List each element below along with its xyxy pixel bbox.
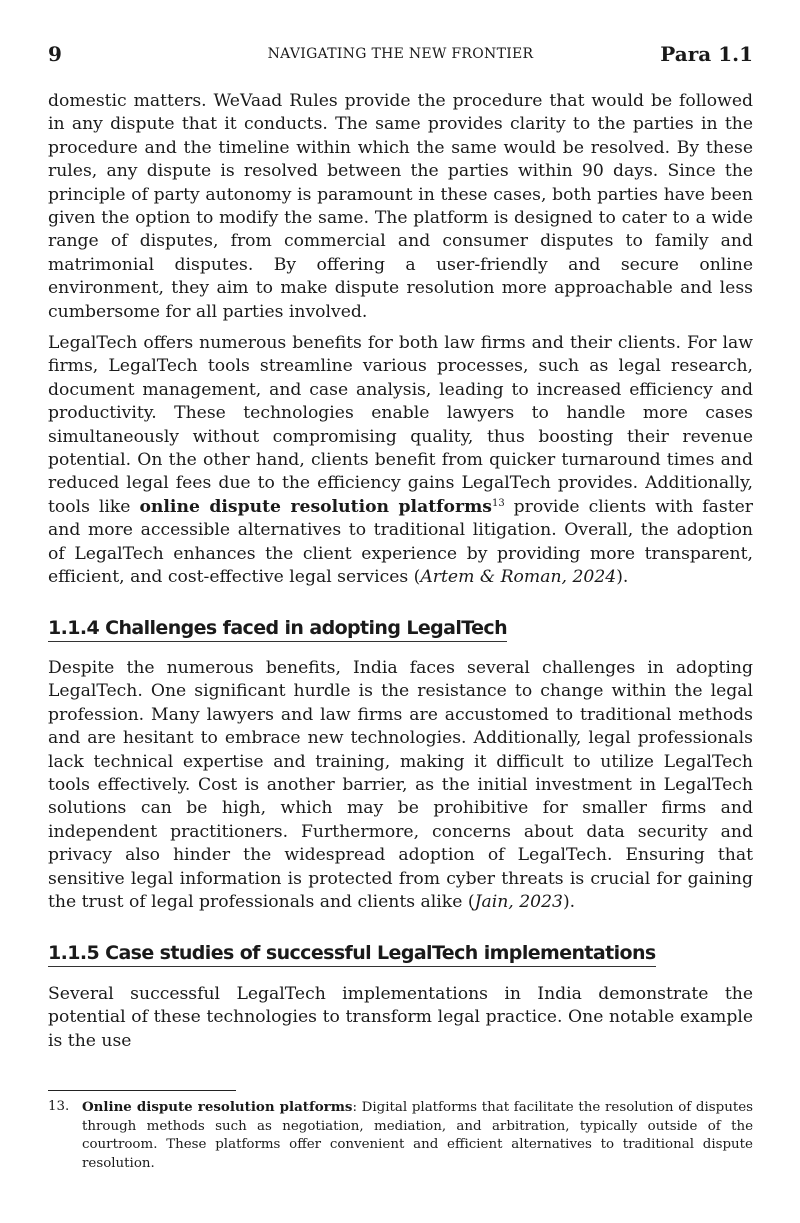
section-reference: Para 1.1 bbox=[660, 42, 753, 66]
section-heading-case-studies: 1.1.5 Case studies of successful LegalTech implementations bbox=[48, 942, 656, 967]
citation: Jain, 2023 bbox=[474, 892, 563, 913]
paragraph-wevaad-rules bbox=[48, 90, 753, 324]
paragraph-case-studies bbox=[48, 983, 753, 1053]
footnote-term: Online dispute resolution platforms bbox=[82, 1099, 353, 1115]
footnote-divider bbox=[48, 1090, 236, 1091]
page-number: 9 bbox=[48, 42, 62, 66]
paragraph-text: ). bbox=[562, 892, 576, 913]
paragraph-text: ). bbox=[616, 567, 629, 588]
paragraph-text: LegalTech offers numerous benefits for both law firms and their clients. For law firms, LegalTech tools streamline various processes, such as legal research, document management, and case analysis, leading to increased efficiency and productivity. These technologies enable lawyers to handle more cases simultaneously without compromising quality, thus boosting their revenue potential. On the other hand, clients benefit from quicker turnaround times and reduced legal fees due to the efficiency gains LegalTech provides. Additionally, tools like bbox=[48, 333, 753, 517]
paragraph-challenges bbox=[48, 657, 753, 914]
footnote-reference[interactable]: 13 bbox=[491, 497, 505, 509]
paragraph-text: Despite the numerous benefits, India faces several challenges in adopting LegalTech. One significant hurdle is the resistance to change within the legal profession. Many lawyers and law firms are accustomed to traditional methods and are hesitant to embrace new technologies. Additionally, legal professionals lack technical expertise and training, making it difficult to utilize LegalTech tools effectively. Cost is another barrier, as the initial investment in LegalTech solutions can be high, which may be prohibitive for smaller firms and independent practitioners. Furthermore, concerns about data security and privacy also hinder the widespread adoption of LegalTech. Ensuring that sensitive legal information is protected from cyber threats is crucial for gaining the trust of legal professionals and clients alike ( bbox=[48, 658, 753, 913]
footnote-text: : Digital platforms that facilitate the resolution of disputes through methods such as negotiation, mediation, and arbitration, typically outside of the courtroom. These platforms offer convenient and efficient alternatives to traditional dispute resolution. bbox=[82, 1100, 753, 1171]
paragraph-text: Several successful LegalTech implementations in India demonstrate the potential of these technologies to transform legal practice. One notable example is the use bbox=[48, 984, 753, 1051]
paragraph-legaltech-benefits bbox=[48, 332, 753, 589]
section-heading-challenges: 1.1.4 Challenges faced in adopting LegalTech bbox=[48, 617, 507, 642]
footnote-body bbox=[82, 1098, 753, 1173]
running-title: NAVIGATING THE NEW FRONTIER bbox=[267, 46, 534, 62]
citation: Artem & Roman, 2024 bbox=[420, 567, 617, 588]
bold-term: online dispute resolution platforms bbox=[139, 496, 492, 517]
footnote-number: 13. bbox=[48, 1099, 70, 1114]
footnote-13 bbox=[48, 1098, 753, 1173]
running-header bbox=[48, 42, 753, 70]
paragraph-text: provide clients with faster and more accessible alternatives to traditional litigation. Overall, the adoption of LegalTech enhances the client experience by providing more transparent, efficient, and cost-effective legal services ( bbox=[48, 496, 753, 588]
paragraph-text: domestic matters. WeVaad Rules provide the procedure that would be followed in any dispute that it conducts. The same provides clarity to the parties in the procedure and the timeline within which the same would be resolved. By these rules, any dispute is resolved between the parties within 90 days. Since the principle of party autonomy is paramount in these cases, both parties have been given the option to modify the same. The platform is designed to cater to a wide range of disputes, from commercial and consumer disputes to family and matrimonial disputes. By offering a user-friendly and secure online environment, they aim to make dispute resolution more approachable and less cumbersome for all parties involved. bbox=[48, 91, 753, 322]
